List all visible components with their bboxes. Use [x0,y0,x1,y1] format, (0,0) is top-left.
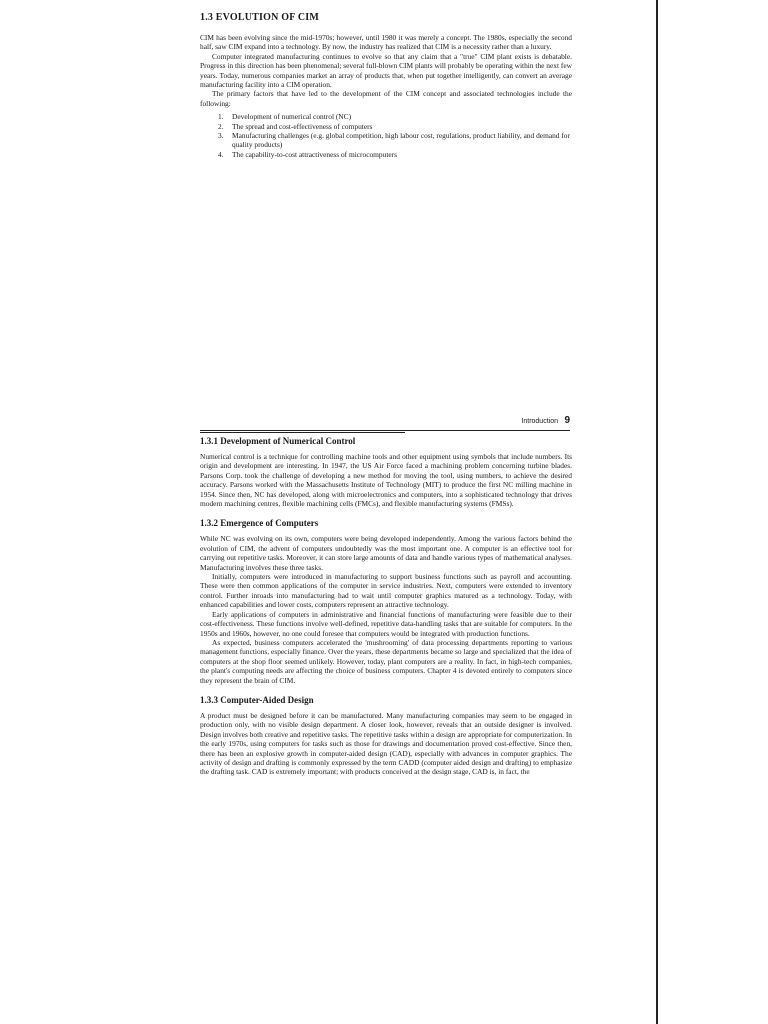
page-number: 9 [564,415,570,426]
paragraph: As expected, business computers accelerated the 'mushrooming' of data processing departments reporting to various management functions, especially finance. Over the years, these departments became so large and specialized that the idea of computers at the shop floor seemed unlikely. However, today, plant computers are a reality. In fact, in high-tech companies, the plant's computing needs are affecting the choice of business computers. Chapter 4 is devoted entirely to computers since they represent the brain of CIM. [200,637,572,685]
header-rule [200,430,570,431]
list-item-text: Development of numerical control (NC) [232,112,352,122]
list-number: 3. [218,131,224,141]
paragraph: A product must be designed before it can be manufactured. Many manufacturing companies may seem to be engaged in production only, with no visible design department. A closer look, however, reveals that an outside designer is involved. Design involves both creative and repetitive tasks. The repetitive tasks within a design are appropriate for computerization. In the early 1970s, using computers for tasks such as those for drawings and documentation proved cost-effective. Since then, there has been an explosive growth in computer-aided design (CAD), especially with advances in computer graphics. The activity of design and drafting is commonly expressed by the term CADD (computer aided design and drafting) to emphasize the drafting task. CAD is extremely important; with products conceived at the design stage, CAD is, in fact, the [200,710,572,777]
upper-page [200,12,572,159]
section-heading-evolution-of-cim: 1.3 EVOLUTION OF CIM [200,12,319,23]
paragraph: While NC was evolving on its own, computers were being developed independently. Among the various factors behind the evolution of CIM, the advent of computers undoubtedly was the most important one. A computer is an effective tool for carrying out repetitive tasks. Moreover, it can store large amounts of data and handle various types of mathematical analyses. Manufacturing involves these three tasks. [200,534,572,572]
factors-list [200,112,572,159]
list-number: 1. [218,112,224,122]
section-heading-emergence-of-computers: 1.3.2 Emergence of Computers [200,518,319,529]
list-item [200,150,572,159]
list-item [200,131,572,150]
page-edge-rule [656,0,658,1024]
list-item-text: The spread and cost-effectiveness of computers [232,121,373,131]
running-head-title: Introduction [521,418,558,425]
lower-page [200,436,572,777]
list-number: 2. [218,121,224,131]
paragraph: Computer integrated manufacturing continues to evolve so that any claim that a "true" CIM plant exists is debatable. Progress in this direction has been phenomenal; several full-blown CIM plants will probably be operating within the next few years. Today, numerous companies market an array of products that, when put together intelligently, can convert an average manufacturing facility into a CIM operation. [200,51,572,90]
list-item [200,112,572,121]
section-heading-numerical-control: 1.3.1 Development of Numerical Control [200,436,356,446]
paragraph: The primary factors that have led to the development of the CIM concept and associated technologies include the following: [200,89,572,108]
list-item [200,122,572,131]
paragraph: CIM has been evolving since the mid-1970s; however, until 1980 it was merely a concept. The 1980s, especially the second half, saw CIM expand into a technology. By now, the industry has realized that CIM is a necessity rather than a luxury. [200,33,572,52]
paragraph: Initially, computers were introduced in manufacturing to support business functions such as payroll and accounting. These were then common applications of the computer in service industries. Next, computers were extended to inventory control. Further inroads into manufacturing had to wait until computer graphics matured as a technology. Today, with enhanced capabilities and lower costs, computers represent an attractive technology. [200,572,572,610]
list-item-text: Manufacturing challenges (e.g. global competition, high labour cost, regulations, product liability, and demand for quality products) [232,131,570,150]
list-item-text: The capability-to-cost attractiveness of microcomputers [232,149,397,159]
header-rule-short [200,432,405,433]
list-number: 4. [218,149,224,159]
paragraph: Early applications of computers in administrative and financial functions of manufacturing were feasible due to their cost-effectiveness. These functions involve well-defined, repetitive data-handling tasks that are suitable for computers. In the 1950s and 1960s, however, no one could foresee that computers would be integrated with production functions. [200,609,572,638]
section-heading-computer-aided-design: 1.3.3 Computer-Aided Design [200,694,314,705]
paragraph: Numerical control is a technique for controlling machine tools and other equipment using symbols that include numbers. Its origin and development are interesting. In 1947, the US Air Force faced a machining problem concerning turbine blades. Parsons Corp. took the challenge of developing a new method for moving the tool, using numbers, to achieve the desired accuracy. Parsons worked with the Massachusetts Institute of Technology (MIT) to produce the first NC milling machine in 1954. Since then, NC has developed, along with microelectronics and computers, into a sophisticated technology that drives modern machining centres, flexible machining cells (FMCs), and flexible manufacturing systems (FMSs). [200,452,572,509]
